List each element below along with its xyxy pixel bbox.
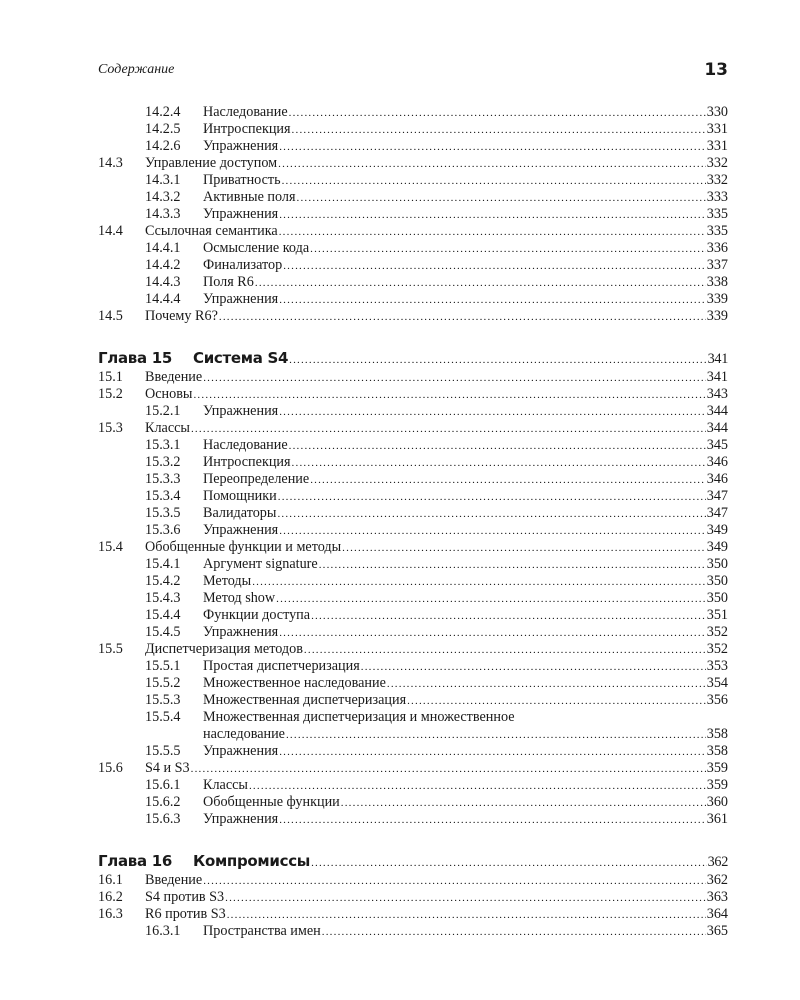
entry-title: Упражнения: [203, 624, 279, 640]
entry-page-number: 350: [706, 556, 728, 572]
entry-number: 15.4: [98, 539, 123, 555]
toc-subsection-entry[interactable]: [98, 923, 728, 940]
entry-title: S4 против S3: [145, 889, 225, 905]
dot-leader: [311, 853, 707, 873]
entry-title: Множественное наследование: [203, 675, 386, 691]
dot-leader: [279, 139, 706, 156]
entry-number: 15.5.4: [145, 709, 181, 725]
dot-leader: [310, 241, 706, 258]
entry-title: Функции доступа: [203, 607, 311, 623]
entry-number: 15.4.5: [145, 624, 181, 640]
entry-title: Упражнения: [203, 291, 279, 307]
entry-number: 16.2: [98, 889, 123, 905]
toc-section-entry[interactable]: [98, 223, 728, 240]
entry-title: Пространства имен: [203, 923, 321, 939]
entry-number: 14.3.1: [145, 172, 181, 188]
toc-subsection-entry[interactable]: [98, 138, 728, 155]
toc-section-entry[interactable]: [98, 420, 728, 437]
entry-number: 16.3: [98, 906, 123, 922]
entry-title: Осмысление кода: [203, 240, 310, 256]
entry-page-number: 333: [706, 189, 728, 205]
entry-title: Интроспекция: [203, 454, 291, 470]
entry-page-number: 359: [706, 760, 728, 776]
entry-title: Система S4: [193, 349, 289, 367]
toc-subsection-entry[interactable]: [98, 454, 728, 471]
entry-page-number: 341: [706, 369, 728, 385]
toc-subsection-entry[interactable]: [98, 590, 728, 607]
entry-title: Управление доступом: [145, 155, 278, 171]
toc-subsection-entry[interactable]: [98, 811, 728, 828]
dot-leader: [219, 309, 706, 326]
toc-entry-continuation: [98, 726, 728, 743]
entry-number: 15.3: [98, 420, 123, 436]
entry-number: 14.5: [98, 308, 123, 324]
entry-page-number: 358: [706, 726, 728, 742]
entry-title: Переопределение: [203, 471, 310, 487]
toc-subsection-entry[interactable]: [98, 437, 728, 454]
dot-leader: [279, 292, 706, 309]
toc-section-entry[interactable]: [98, 872, 728, 889]
entry-number: 15.5.5: [145, 743, 181, 759]
dot-leader: [279, 207, 706, 224]
page-number: 13: [704, 60, 728, 80]
entry-number: 15.6: [98, 760, 123, 776]
toc-subsection-entry[interactable]: [98, 274, 728, 291]
entry-page-number: 335: [706, 206, 728, 222]
entry-number: 14.4.2: [145, 257, 181, 273]
entry-page-number: 347: [706, 505, 728, 521]
toc-subsection-entry[interactable]: [98, 121, 728, 138]
entry-number: Глава 15: [98, 349, 172, 367]
dot-leader: [319, 557, 706, 574]
entry-title: Помощники: [203, 488, 277, 504]
entry-page-number: 365: [706, 923, 728, 939]
entry-page-number: 331: [706, 138, 728, 154]
entry-number: 14.2.4: [145, 104, 181, 120]
dot-leader: [279, 812, 706, 829]
dot-leader: [193, 387, 705, 404]
dot-leader: [282, 173, 706, 190]
toc-subsection-entry[interactable]: [98, 743, 728, 760]
entry-number: 14.3.2: [145, 189, 181, 205]
entry-title: Почему R6?: [145, 308, 218, 324]
entry-title: Компромиссы: [193, 852, 311, 870]
entry-title: Валидаторы: [203, 505, 277, 521]
entry-page-number: 335: [706, 223, 728, 239]
dot-leader: [311, 608, 706, 625]
toc-subsection-entry[interactable]: [98, 709, 728, 726]
entry-title: Введение: [145, 369, 203, 385]
dot-leader: [304, 642, 706, 659]
entry-page-number: 349: [706, 539, 728, 555]
dot-leader: [279, 523, 706, 540]
toc-subsection-entry[interactable]: [98, 240, 728, 257]
dot-leader: [278, 489, 706, 506]
entry-title: Классы: [203, 777, 248, 793]
entry-title: Приватность: [203, 172, 281, 188]
dot-leader: [252, 574, 706, 591]
entry-page-number: 344: [706, 403, 728, 419]
entry-page-number: 356: [706, 692, 728, 708]
entry-title: Основы: [145, 386, 193, 402]
dot-leader: [289, 105, 706, 122]
toc-subsection-entry[interactable]: [98, 675, 728, 692]
toc-section-entry[interactable]: [98, 906, 728, 923]
entry-title: Множественная диспетчеризация и множественное: [203, 709, 515, 725]
entry-number: 15.5.2: [145, 675, 181, 691]
dot-leader: [286, 727, 706, 744]
entry-number: 15.4.1: [145, 556, 181, 572]
dot-leader: [322, 924, 706, 941]
dot-leader: [297, 190, 706, 207]
entry-page-number: 343: [706, 386, 728, 402]
entry-page-number: 351: [706, 607, 728, 623]
toc-subsection-entry[interactable]: [98, 692, 728, 709]
entry-page-number: 344: [706, 420, 728, 436]
table-of-contents: [98, 104, 728, 940]
entry-title: R6 против S3: [145, 906, 226, 922]
entry-page-number: 338: [706, 274, 728, 290]
toc-subsection-entry[interactable]: [98, 488, 728, 505]
running-header-title: Содержание: [98, 62, 175, 77]
dot-leader: [249, 778, 706, 795]
entry-number: 15.6.2: [145, 794, 181, 810]
entry-number: 15.1: [98, 369, 123, 385]
entry-page-number: 360: [706, 794, 728, 810]
entry-number: 15.3.4: [145, 488, 181, 504]
dot-leader: [203, 873, 706, 890]
toc-section-entry[interactable]: [98, 641, 728, 658]
dot-leader: [277, 506, 705, 523]
entry-page-number: 347: [706, 488, 728, 504]
entry-number: 14.4.4: [145, 291, 181, 307]
entry-page-number: 341: [707, 351, 728, 367]
toc-subsection-entry[interactable]: [98, 104, 728, 121]
entry-number: 15.3.6: [145, 522, 181, 538]
entry-title: Упражнения: [203, 811, 279, 827]
entry-number: 14.4: [98, 223, 123, 239]
toc-subsection-entry[interactable]: [98, 556, 728, 573]
entry-number: 14.3: [98, 155, 123, 171]
entry-page-number: 331: [706, 121, 728, 137]
dot-leader: [292, 122, 706, 139]
toc-section-entry[interactable]: [98, 308, 728, 325]
toc-section-entry[interactable]: [98, 539, 728, 556]
entry-title: Простая диспетчеризация: [203, 658, 360, 674]
dot-leader: [361, 659, 706, 676]
toc-subsection-entry[interactable]: [98, 403, 728, 420]
entry-title: Методы: [203, 573, 252, 589]
entry-page-number: 364: [706, 906, 728, 922]
entry-page-number: 337: [706, 257, 728, 273]
entry-title: Диспетчеризация методов: [145, 641, 303, 657]
entry-page-number: 350: [706, 573, 728, 589]
dot-leader: [276, 591, 706, 608]
entry-number: 16.3.1: [145, 923, 181, 939]
dot-leader: [310, 472, 706, 489]
toc-subsection-entry[interactable]: [98, 206, 728, 223]
entry-page-number: 362: [706, 872, 728, 888]
dot-leader: [279, 224, 706, 241]
entry-title: Наследование: [203, 437, 288, 453]
entry-number: 16.1: [98, 872, 123, 888]
entry-page-number: 332: [706, 155, 728, 171]
toc-section-entry[interactable]: [98, 760, 728, 777]
entry-number: 14.2.5: [145, 121, 181, 137]
entry-page-number: 346: [706, 471, 728, 487]
entry-page-number: 362: [707, 854, 728, 870]
entry-title: Классы: [145, 420, 190, 436]
entry-number: 15.5.1: [145, 658, 181, 674]
entry-page-number: 361: [706, 811, 728, 827]
entry-page-number: 332: [706, 172, 728, 188]
dot-leader: [292, 455, 706, 472]
toc-subsection-entry[interactable]: [98, 172, 728, 189]
entry-page-number: 354: [706, 675, 728, 691]
entry-title: Введение: [145, 872, 203, 888]
toc-section-entry[interactable]: [98, 386, 728, 403]
dot-leader: [342, 540, 706, 557]
entry-number: 15.3.2: [145, 454, 181, 470]
toc-subsection-entry[interactable]: [98, 658, 728, 675]
dot-leader: [279, 404, 706, 421]
entry-title: Наследование: [203, 104, 288, 120]
toc-subsection-entry[interactable]: [98, 471, 728, 488]
entry-number: 15.3.1: [145, 437, 181, 453]
toc-subsection-entry[interactable]: [98, 794, 728, 811]
entry-page-number: 339: [706, 308, 728, 324]
toc-subsection-entry[interactable]: [98, 505, 728, 522]
entry-page-number: 352: [706, 641, 728, 657]
toc-subsection-entry[interactable]: [98, 291, 728, 308]
entry-number: 15.6.3: [145, 811, 181, 827]
entry-title: Обобщенные функции: [203, 794, 340, 810]
toc-section-entry[interactable]: [98, 369, 728, 386]
entry-number: Глава 16: [98, 852, 172, 870]
entry-number: 14.4.1: [145, 240, 181, 256]
toc-section-entry[interactable]: [98, 889, 728, 906]
toc-chapter-entry[interactable]: [98, 851, 728, 871]
entry-number: 15.3.5: [145, 505, 181, 521]
dot-leader: [203, 370, 706, 387]
entry-number: 14.3.3: [145, 206, 181, 222]
entry-title: Активные поля: [203, 189, 296, 205]
entry-page-number: 346: [706, 454, 728, 470]
dot-leader: [283, 258, 705, 275]
toc-subsection-entry[interactable]: [98, 522, 728, 539]
entry-title: Упражнения: [203, 743, 279, 759]
dot-leader: [255, 275, 706, 292]
entry-page-number: 358: [706, 743, 728, 759]
entry-title: Упражнения: [203, 138, 279, 154]
entry-number: 15.3.3: [145, 471, 181, 487]
entry-page-number: 345: [706, 437, 728, 453]
dot-leader: [289, 438, 706, 455]
dot-leader: [225, 890, 706, 907]
entry-page-number: 353: [706, 658, 728, 674]
entry-page-number: 352: [706, 624, 728, 640]
entry-number: 14.4.3: [145, 274, 181, 290]
entry-title: Метод show: [203, 590, 276, 606]
entry-title: Поля R6: [203, 274, 254, 290]
dot-leader: [407, 693, 706, 710]
dot-leader: [341, 795, 706, 812]
dot-leader: [278, 156, 706, 173]
dot-leader: [289, 350, 706, 370]
entry-title: Финализатор: [203, 257, 283, 273]
entry-title: Ссылочная семантика: [145, 223, 278, 239]
entry-page-number: 363: [706, 889, 728, 905]
entry-number: 14.2.6: [145, 138, 181, 154]
entry-number: 15.4.3: [145, 590, 181, 606]
entry-number: 15.2.1: [145, 403, 181, 419]
toc-chapter-entry[interactable]: [98, 348, 728, 368]
dot-leader: [387, 676, 706, 693]
entry-page-number: 359: [706, 777, 728, 793]
dot-leader: [227, 907, 706, 924]
toc-subsection-entry[interactable]: [98, 189, 728, 206]
toc-subsection-entry[interactable]: [98, 573, 728, 590]
entry-number: 15.4.4: [145, 607, 181, 623]
entry-number: 15.4.2: [145, 573, 181, 589]
dot-leader: [191, 421, 706, 438]
dot-leader: [279, 744, 706, 761]
toc-section-entry[interactable]: [98, 155, 728, 172]
entry-page-number: 350: [706, 590, 728, 606]
entry-number: 15.5.3: [145, 692, 181, 708]
entry-number: 15.5: [98, 641, 123, 657]
entry-title: Аргумент signature: [203, 556, 318, 572]
entry-title-continuation: наследование: [203, 726, 285, 742]
entry-title: Обобщенные функции и методы: [145, 539, 342, 555]
dot-leader: [191, 761, 706, 778]
entry-page-number: 336: [706, 240, 728, 256]
entry-page-number: 349: [706, 522, 728, 538]
entry-title: Множественная диспетчеризация: [203, 692, 407, 708]
toc-subsection-entry[interactable]: [98, 624, 728, 641]
toc-subsection-entry[interactable]: [98, 777, 728, 794]
entry-title: Упражнения: [203, 206, 279, 222]
entry-title: Упражнения: [203, 403, 279, 419]
toc-subsection-entry[interactable]: [98, 607, 728, 624]
dot-leader: [279, 625, 706, 642]
entry-page-number: 330: [706, 104, 728, 120]
entry-number: 15.6.1: [145, 777, 181, 793]
entry-title: Упражнения: [203, 522, 279, 538]
entry-title: S4 и S3: [145, 760, 190, 776]
entry-title: Интроспекция: [203, 121, 291, 137]
entry-page-number: 339: [706, 291, 728, 307]
toc-subsection-entry[interactable]: [98, 257, 728, 274]
entry-number: 15.2: [98, 386, 123, 402]
